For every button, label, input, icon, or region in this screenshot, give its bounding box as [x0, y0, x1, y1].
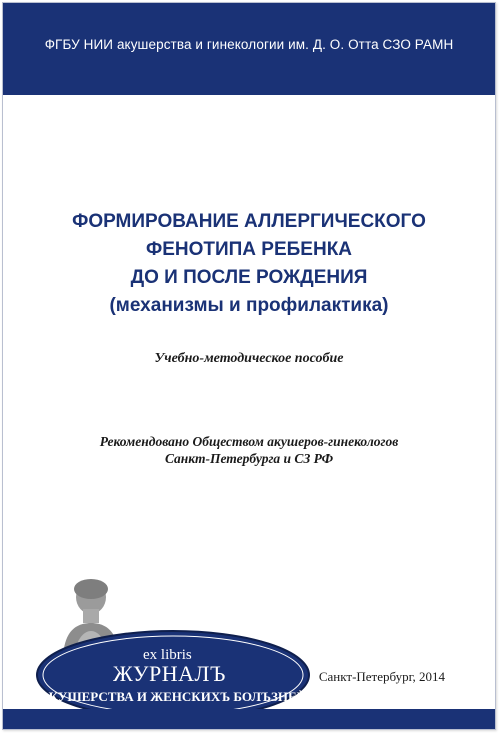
book-cover [2, 2, 496, 730]
book-title [13, 208, 485, 320]
recommendation-line-2: Санкт-Петербурга и СЗ РФ [164, 451, 334, 466]
logo-journal-name: ЖУРНАЛЪ [113, 661, 226, 686]
title-line-1: ФОРМИРОВАНИЕ АЛЛЕРГИЧЕСКОГО [72, 211, 426, 232]
logo-ex-libris: ex libris [143, 647, 192, 663]
recommendation [13, 433, 485, 467]
institution-name: ФГБУ НИИ акушерства и гинекологии им. Д. О. Отта СЗО РАМН [44, 37, 454, 52]
top-band [3, 3, 495, 95]
book-subtitle: Учебно-методическое пособие [154, 351, 344, 366]
bottom-band [3, 709, 495, 729]
journal-logo-graphic [33, 575, 313, 725]
journal-logo [33, 575, 313, 725]
title-line-3: ДО И ПОСЛЕ РОЖДЕНИЯ [130, 267, 368, 288]
logo-journal-subtitle: АКУШЕРСТВА И ЖЕНСКИХЪ БОЛЪЗНЕЙ [39, 689, 307, 704]
imprint: Санкт-Петербург, 2014 [318, 669, 445, 684]
recommendation-line-1: Рекомендовано Обществом акушеров-гинекологов [99, 434, 399, 449]
title-line-4: (механизмы и профилактика) [109, 295, 389, 316]
title-line-2: ФЕНОТИПА РЕБЕНКА [145, 239, 353, 260]
